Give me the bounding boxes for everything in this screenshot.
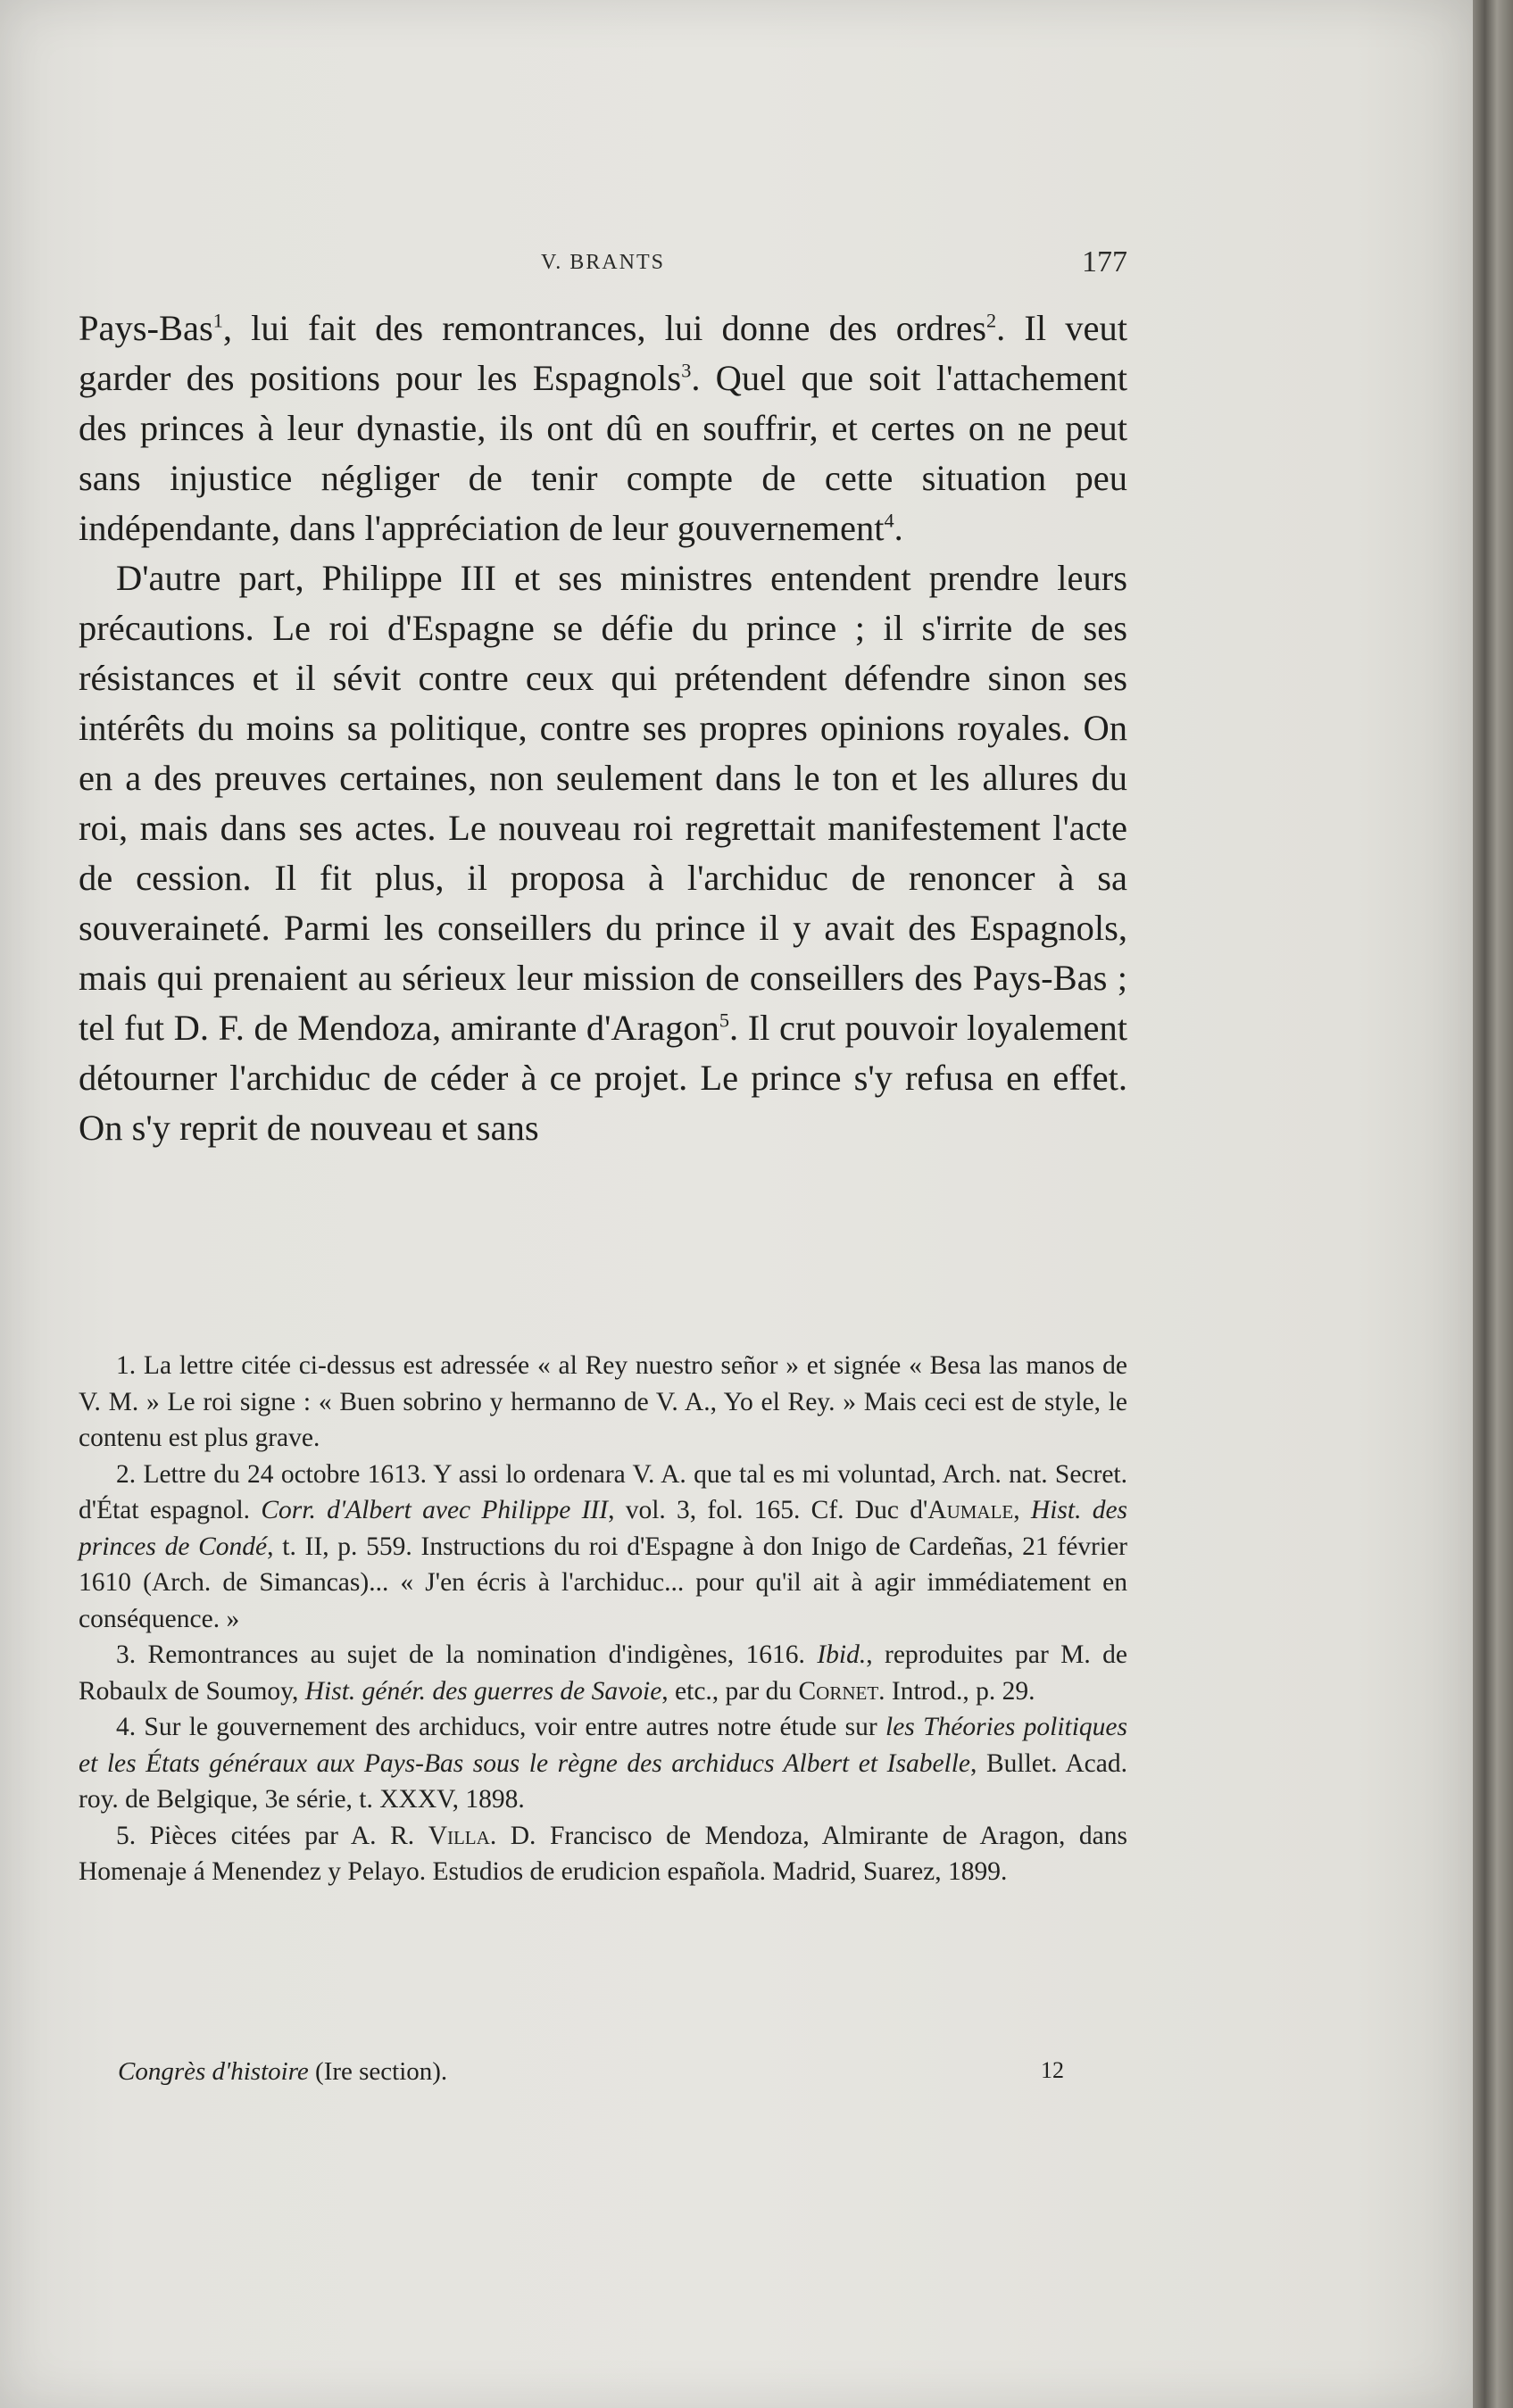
footnote-5 [79, 1818, 1127, 1890]
sheet-number: 12 [1041, 2057, 1064, 2083]
paragraph-1 [79, 303, 1127, 553]
text-run: 5. Pièces citées par A. R. [116, 1821, 428, 1850]
text-run: , [1013, 1496, 1031, 1524]
text-run: , etc., par du [661, 1676, 799, 1706]
page-footer [118, 2057, 1064, 2093]
text-run: Pays-Bas [79, 308, 213, 348]
author-name: Cornet [798, 1676, 879, 1706]
running-head: V. BRANTS [541, 251, 665, 274]
cited-title: Hist. des princes de Condé [79, 1496, 1128, 1561]
page-header [79, 245, 1127, 290]
cited-title: Ibid. [817, 1640, 867, 1669]
footnote-ref-2: 2 [986, 309, 997, 332]
text-run: . Il crut pouvoir loyalement détourner l'archiduc de céder à ce projet. Le prince s'y refusa en effet. On s'y reprit de nouveau et sans [79, 1008, 1127, 1148]
text-run: 3. Remontrances au sujet de la nomination d'indigènes, 1616. [116, 1640, 818, 1669]
footnote-2 [79, 1457, 1127, 1638]
signature-mark [118, 2057, 447, 2087]
text-run: 4. Sur le gouvernement des archiducs, voir entre autres notre étude sur [116, 1713, 885, 1741]
cited-title: les Théories politiques et les États généraux aux Pays-Bas sous le règne des archiducs Albert et Isabelle [79, 1713, 1127, 1778]
text-run: D'autre part, Philippe III et ses ministres entendent prendre leurs précautions. Le roi d'Espagne se défie du prince ; il s'irrite de ses résistances et il sévit contre ceux qui prétendent défendre sinon ses intérêts du moins sa politique, contre ses propres opinions royales. On en a des preuves certaines, non seulement dans le ton et les allures du roi, mais dans ses actes. Le nouveau roi regrettait manifestement l'acte de cession. Il fit plus, il proposa à l'archiduc de renoncer à sa souveraineté. Parmi les conseillers du prince il y avait des Espagnols, mais qui prenaient au sérieux leur mission de conseillers des Pays-Bas ; tel fut D. F. de Mendoza, amirante d'Aragon [79, 558, 1127, 1048]
text-run: , vol. 3, fol. 165. Cf. Duc d' [608, 1496, 928, 1524]
author-name: Villa [428, 1821, 490, 1850]
author-name: Aumale [927, 1496, 1014, 1524]
scan-edge [1473, 0, 1513, 2408]
signature-section: (Ire section). [308, 2057, 448, 2086]
footnotes [79, 1348, 1127, 1890]
text-run: , t. II, p. 559. Instructions du roi d'Espagne à don Inigo de Cardeñas, 21 février 1610 (Arch. de Simancas)... « J'en écris à l'archiduc... pour qu'il ait à agir immédiatement en conséquence. » [79, 1532, 1127, 1633]
signature-title: Congrès d'histoire [118, 2057, 309, 2086]
text-run: . Quel que soit l'attachement des princes à leur dynastie, ils ont dû en souffrir, et certes on ne peut sans injustice négliger de tenir compte de cette situation peu indépendante, dans l'appréciation de leur gouvernement [79, 358, 1128, 548]
footnote-ref-1: 1 [212, 309, 223, 332]
main-text [79, 303, 1127, 1153]
text-run: . Introd., p. 29. [878, 1676, 1035, 1706]
cited-title: Hist. génér. des guerres de Savoie [304, 1676, 662, 1706]
cited-title: Corr. d'Albert avec Philippe III [261, 1496, 609, 1524]
page-number: 177 [1082, 245, 1127, 278]
paragraph-2 [79, 553, 1127, 1153]
footnote-4 [79, 1709, 1127, 1818]
footnote-ref-5: 5 [719, 1009, 730, 1032]
text-run: . D. Francisco de Mendoza, Almirante de Aragon, dans Homenaje á Menendez y Pelayo. Estudios de erudicion española. Madrid, Suarez, 1899. [79, 1821, 1127, 1886]
text-run: . Il veut garder des positions pour les Espagnols [79, 308, 1128, 398]
text-run: . [894, 508, 903, 548]
footnote-ref-4: 4 [884, 509, 894, 532]
text-run: , lui fait des remontrances, lui donne des ordres [222, 308, 986, 348]
footnote-1: 1. La lettre citée ci-dessus est adressée « al Rey nuestro señor » et signée « Besa las manos de V. M. » Le roi signe : « Buen sobrino y hermanno de V. A., Yo el Rey. » Mais ceci est de style, le contenu est plus grave. [79, 1351, 1127, 1452]
text-run: 2. Lettre du 24 octobre 1613. Y assi lo ordenara V. A. que tal es mi voluntad, Arch. nat. Secret. d'État espagnol. [79, 1459, 1127, 1524]
footnote-ref-3: 3 [681, 359, 692, 382]
text-run: , Bullet. Acad. roy. de Belgique, 3e série, t. XXXV, 1898. [79, 1748, 1127, 1814]
footnote-3 [79, 1637, 1127, 1709]
text-run: , reproduites par M. de Robaulx de Soumoy, [79, 1640, 1127, 1706]
